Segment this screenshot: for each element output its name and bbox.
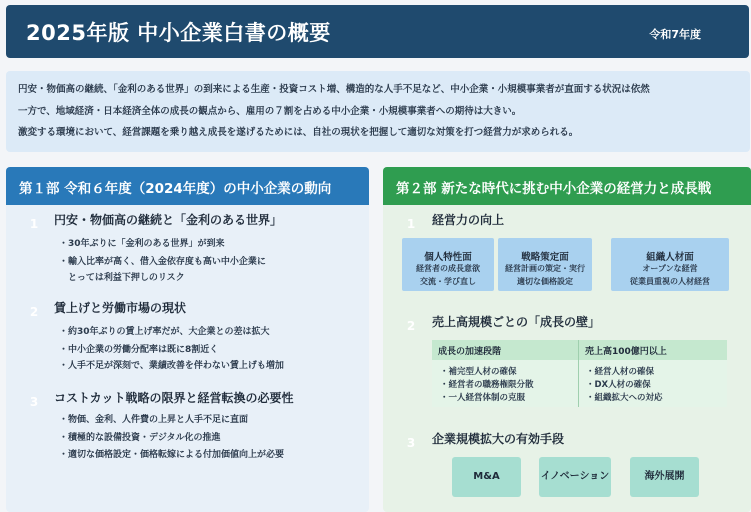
intro-line: 円安・物価高の継続、「金利のある世界」の到来による生産・投資コスト増、構造的な人手不足など、中小企業・小規模事業者が直面する状況は依然 — [18, 84, 650, 95]
bullet-item: ・積極的な設備投資・デジタル化の推進 — [59, 433, 221, 443]
header-bar — [6, 5, 749, 58]
section-title: 売上高規模ごとの「成長の壁」 — [432, 315, 601, 329]
section-title: 賃上げと労働市場の現状 — [54, 301, 187, 315]
bullet-item: とっては利益下押しのリスク — [59, 273, 185, 283]
column-divider — [578, 340, 579, 407]
section-title: 経営力の向上 — [432, 213, 505, 227]
fiscal-year-label: 令和7年度 — [649, 28, 701, 41]
section-number-badge: 2 — [406, 319, 416, 333]
section-title: 円安・物価高の継続と「金利のある世界」 — [54, 213, 283, 227]
box-line: 適切な価格設定 — [517, 277, 573, 286]
intro-line: 一方で、地域経済・日本経済全体の成長の観点から、雇用の７割を占める中小企業・小規模事業者への期待は大きい。 — [18, 106, 522, 117]
growth-item: ・経営者の職務権限分散 — [440, 380, 534, 390]
part1-title: 第１部 令和６年度（2024年度）の中小企業の動向 — [19, 181, 332, 197]
growth-stage-header — [432, 340, 578, 360]
box-line: 経営計画の策定・実行 — [505, 264, 585, 273]
section-title: 企業規模拡大の有効手段 — [432, 432, 565, 446]
box-line: 交流・学び直し — [420, 277, 476, 286]
growth-item: ・組織拡大への対応 — [586, 393, 663, 403]
part1-header — [6, 167, 369, 205]
page-title: 2025年版 中小企業白書の概要 — [26, 21, 331, 45]
section-number-badge: 1 — [406, 217, 416, 231]
intro-box — [6, 71, 750, 152]
section-number-badge: 3 — [406, 436, 416, 450]
box-line: 従業員重視の人材経営 — [630, 277, 710, 286]
bullet-item: ・約30年ぶりの賃上げ率だが、大企業との差は拡大 — [59, 327, 270, 337]
bullet-item: ・輸入比率が高く、借入金依存度も高い中小企業に — [59, 257, 266, 267]
box-heading: 組織人材面 — [646, 252, 694, 263]
section-title: コストカット戦略の限界と経営転換の必要性 — [54, 391, 294, 405]
strategy-box — [498, 238, 592, 291]
growth-item: ・経営人材の確保 — [586, 367, 655, 377]
growth-item: ・DX人材の確保 — [586, 380, 651, 390]
bullet-item: ・中小企業の労働分配率は既に8割近く — [59, 345, 219, 355]
intro-line: 激変する環境において、経営課題を乗り越え成長を遂げるためには、自社の現状を把握して適切な対策を打つ経営力が求められる。 — [18, 127, 579, 138]
growth-item: ・補完型人材の確保 — [440, 367, 517, 377]
box-line: 経営者の成長意欲 — [416, 264, 480, 273]
personal-traits-box — [402, 238, 494, 291]
revenue-10b-heading: 売上高100億円以上 — [585, 347, 667, 357]
growth-wall-table — [432, 340, 727, 407]
box-line: オープンな経営 — [642, 264, 698, 273]
bullet-item: ・30年ぶりに「金利のある世界」が到来 — [59, 239, 225, 249]
growth-stage-heading: 成長の加速段階 — [438, 347, 502, 357]
part2-header — [383, 167, 751, 205]
growth-item: ・一人経営体制の克服 — [440, 393, 526, 403]
bullet-item: ・物価、金利、人件費の上昇と人手不足に直面 — [59, 415, 249, 425]
bullet-item: ・適切な価格設定・価格転嫁による付加価値向上が必要 — [59, 450, 285, 460]
section-number-badge: 3 — [29, 395, 39, 409]
part2-title: 第２部 新たな時代に挑む中小企業の経営力と成長戦 — [396, 181, 712, 197]
bullet-item: ・人手不足が深刻で、業績改善を伴わない賃上げも増加 — [59, 361, 284, 371]
ma-button[interactable]: M&A — [452, 457, 521, 497]
overseas-expansion-button[interactable]: 海外展開 — [630, 457, 699, 497]
section-number-badge: 2 — [29, 305, 39, 319]
revenue-10b-header — [579, 340, 727, 360]
box-heading: 個人特性面 — [424, 252, 472, 263]
organization-hr-box — [611, 238, 729, 291]
box-heading: 戦略策定面 — [521, 252, 569, 263]
section-number-badge: 1 — [29, 217, 39, 231]
innovation-button[interactable]: イノベーション — [539, 457, 611, 497]
